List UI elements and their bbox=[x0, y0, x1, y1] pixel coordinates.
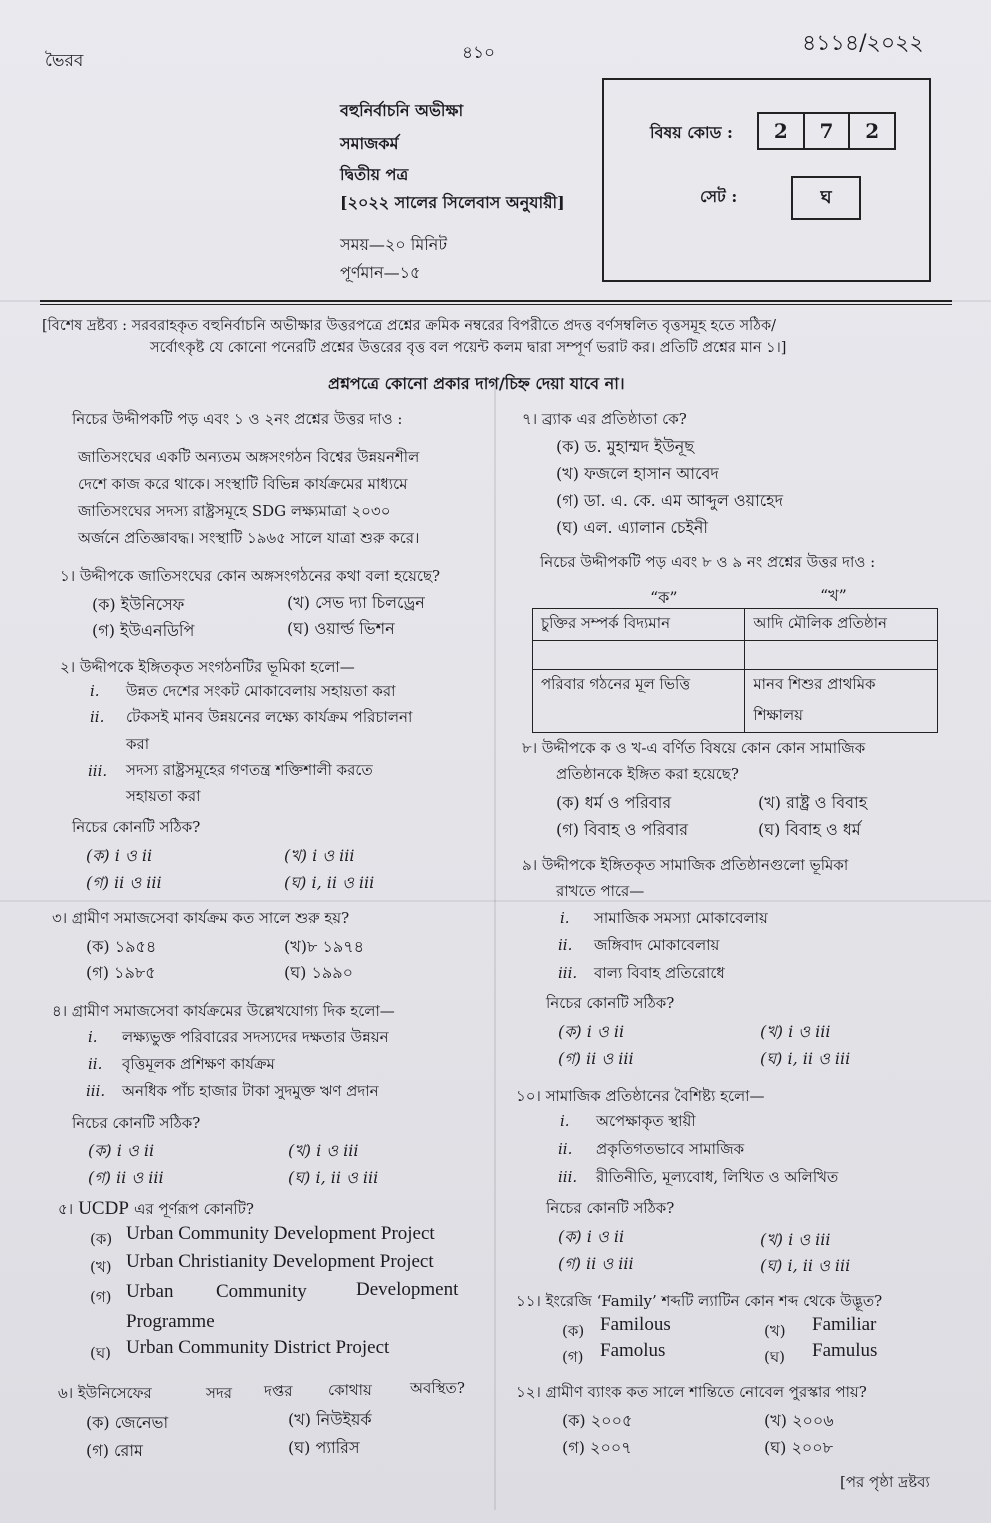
table-column-label-k: “ক” bbox=[650, 588, 678, 607]
q2-option-a[interactable]: (ক) i ও ii bbox=[86, 846, 153, 865]
stem-1-line: জাতিসংঘের একটি অন্যতম অঙ্গসংগঠন বিশ্বের উন্নয়নশীল bbox=[78, 448, 420, 466]
question-3: ৩। গ্রামীণ সমাজসেবা কার্যক্রম কত সালে শুরু হয়? bbox=[52, 909, 350, 927]
board-name: ভৈরব bbox=[45, 51, 84, 71]
stem-1-line: অর্জনে প্রতিজ্ঞাবদ্ধ। সংস্থাটি ১৯৬৫ সালে যাত্রা শুরু করে। bbox=[78, 529, 420, 547]
question-7: ৭। ব্র্যাক এর প্রতিষ্ঠাতা কে? bbox=[522, 410, 687, 428]
question-6-part: অবস্থিত? bbox=[410, 1379, 465, 1397]
roman-numeral: ii. bbox=[88, 1055, 103, 1073]
table-cell: পরিবার গঠনের মূল ভিত্তি bbox=[533, 670, 745, 702]
q5-tag-d: (ঘ) bbox=[90, 1344, 111, 1362]
roman-numeral: iii. bbox=[558, 1168, 578, 1186]
question-1: ১। উদ্দীপকে জাতিসংঘের কোন অঙ্গসংগঠনের কথা বলা হয়েছে? bbox=[60, 567, 441, 585]
q8-option-c[interactable]: (গ) বিবাহ ও পরিবার bbox=[556, 820, 689, 839]
next-page-note: [পর পৃষ্ঠা দ্রষ্টব্য bbox=[840, 1473, 930, 1491]
q2-option-d[interactable]: (ঘ) i, ii ও iii bbox=[284, 873, 375, 892]
table-column-label-kh: “খ” bbox=[820, 586, 847, 605]
question-9: ৯। উদ্দীপকে ইঙ্গিতকৃত সামাজিক প্রতিষ্ঠানগুলো ভূমিকা bbox=[522, 856, 849, 874]
roman-numeral: iii. bbox=[86, 1082, 106, 1100]
q4-statement-iii: অনধিক পাঁচ হাজার টাকা সুদমুক্ত ঋণ প্রদান bbox=[122, 1082, 379, 1100]
divider bbox=[40, 300, 952, 302]
table-cell: চুক্তির সম্পর্ক বিদ্যমান bbox=[533, 609, 745, 641]
q7-option-a[interactable]: (ক) ড. মুহাম্মদ ইউনূছ bbox=[556, 437, 695, 456]
question-5 bbox=[58, 1198, 254, 1223]
q10-option-d[interactable]: (ঘ) i, ii ও iii bbox=[760, 1256, 851, 1275]
q5-text: এর পূর্ণরূপ কোনটি? bbox=[133, 1200, 254, 1218]
q2-option-c[interactable]: (গ) ii ও iii bbox=[86, 873, 162, 892]
code-set-box bbox=[602, 78, 931, 282]
subject-code-label: বিষয় কোড : bbox=[650, 123, 733, 142]
question-6-part: ৬। ইউনিসেফের bbox=[58, 1384, 152, 1402]
divider bbox=[40, 304, 952, 305]
q5-number: ৫। bbox=[58, 1200, 74, 1218]
q12-option-c[interactable]: (গ) ২০০৭ bbox=[562, 1438, 632, 1457]
stem-1-line: জাতিসংঘের সদস্য রাষ্ট্রসমূহে SDG লক্ষ্যমাত্রা ২০৩০ bbox=[78, 502, 391, 520]
question-8: ৮। উদ্দীপকে ক ও খ-এ বর্ণিত বিষয়ে কোন কোন সামাজিক bbox=[522, 739, 866, 757]
q2-statement-iii: সদস্য রাষ্ট্রসমূহের গণতন্ত্র শক্তিশালী করতে bbox=[126, 761, 373, 779]
roman-numeral: iii. bbox=[558, 964, 578, 982]
q5-option-b[interactable]: Urban Christianity Development Project bbox=[126, 1251, 434, 1272]
q1-option-d[interactable]: (ঘ) ওয়ার্ল্ড ভিশন bbox=[287, 619, 395, 638]
q11-tag-b: (খ) bbox=[764, 1322, 786, 1340]
syllabus-note: [২০২২ সালের সিলেবাস অনুযায়ী] bbox=[340, 193, 565, 212]
notice-line-1: [বিশেষ দ্রষ্টব্য : সরবরাহকৃত বহুনির্বাচনি অভীক্ষার উত্তরপত্রে প্রশ্নের ক্রমিক নম্বরের বিপরীতে প্রদত্ত বর্ণসম্বলিত বৃত্তসমূহ হতে সঠিক/ bbox=[42, 318, 776, 334]
q11-option-a[interactable]: Familous bbox=[600, 1314, 671, 1335]
table-cell: আদি মৌলিক প্রতিষ্ঠান bbox=[745, 609, 938, 641]
stem-2-intro: নিচের উদ্দীপকটি পড় এবং ৮ ও ৯ নং প্রশ্নের উত্তর দাও : bbox=[540, 553, 876, 571]
exam-reference: ৪১১৪/২০২২ bbox=[802, 31, 924, 56]
q5-option-c-word: Development bbox=[356, 1279, 459, 1300]
q7-option-d[interactable]: (ঘ) এল. এ্যালান চেইনী bbox=[556, 518, 708, 537]
q4-option-b[interactable]: (খ) i ও iii bbox=[288, 1141, 359, 1160]
exam-time: সময়—২০ মিনিট bbox=[340, 235, 448, 254]
q11-option-d[interactable]: Famulus bbox=[812, 1340, 878, 1361]
question-2: ২। উদ্দীপকে ইঙ্গিতকৃত সংগঠনটির ভূমিকা হলো— bbox=[60, 658, 355, 676]
q9-option-c[interactable]: (গ) ii ও iii bbox=[558, 1049, 634, 1068]
q4-statement-i: লক্ষ্যভুক্ত পরিবারের সদস্যদের দক্ষতার উন্নয়ন bbox=[122, 1028, 389, 1046]
table-cell: শিক্ষালয় bbox=[745, 701, 938, 733]
q12-option-b[interactable]: (খ) ২০০৬ bbox=[764, 1411, 834, 1430]
table-cell bbox=[533, 641, 745, 670]
q5-option-c[interactable]: Urban bbox=[126, 1281, 174, 1302]
stimulus-table bbox=[532, 608, 938, 733]
q4-statement-ii: বৃত্তিমূলক প্রশিক্ষণ কার্যক্রম bbox=[122, 1055, 275, 1073]
q11-option-b[interactable]: Familiar bbox=[812, 1314, 877, 1335]
q5-option-a[interactable]: Urban Community Development Project bbox=[126, 1223, 435, 1244]
subject-code-digit: 7 bbox=[805, 114, 851, 148]
q3-option-b[interactable]: (খ)৮ ১৯৭৪ bbox=[284, 937, 365, 956]
q11-tag-a: (ক) bbox=[562, 1322, 585, 1340]
question-12: ১২। গ্রামীণ ব্যাংক কত সালে শান্তিতে নোবেল পুরস্কার পায়? bbox=[516, 1383, 867, 1401]
set-box: ঘ bbox=[791, 176, 861, 220]
roman-numeral: ii. bbox=[90, 708, 105, 726]
q5-option-c-word: Community bbox=[216, 1281, 307, 1302]
q1-option-a[interactable]: (ক) ইউনিসেফ bbox=[92, 595, 185, 614]
question-6-part: সদর bbox=[206, 1384, 233, 1402]
q7-option-c[interactable]: (গ) ডা. এ. কে. এম আব্দুল ওয়াহেদ bbox=[556, 491, 783, 510]
q1-option-b[interactable]: (খ) সেভ দ্যা চিলড্রেন bbox=[287, 593, 425, 612]
roman-numeral: i. bbox=[88, 1028, 98, 1046]
q6-option-a[interactable]: (ক) জেনেভা bbox=[86, 1413, 169, 1432]
q4-option-d[interactable]: (ঘ) i, ii ও iii bbox=[288, 1168, 379, 1187]
subject-name: সমাজকর্ম bbox=[340, 134, 399, 153]
q5-option-d[interactable]: Urban Community District Project bbox=[126, 1337, 390, 1358]
q9-statement-i: সামাজিক সমস্যা মোকাবেলায় bbox=[594, 909, 768, 927]
roman-numeral: ii. bbox=[558, 1140, 573, 1158]
q10-statement-ii: প্রকৃতিগতভাবে সামাজিক bbox=[596, 1140, 745, 1158]
fold-crease bbox=[0, 900, 991, 902]
q2-statement-ii-cont: করা bbox=[126, 735, 150, 753]
q2-statement-iii-cont: সহায়তা করা bbox=[126, 787, 201, 805]
roman-numeral: i. bbox=[90, 682, 100, 700]
exam-type: বহুনির্বাচনি অভীক্ষা bbox=[340, 101, 464, 120]
q6-option-c[interactable]: (গ) রোম bbox=[86, 1441, 143, 1460]
question-9-cont: রাখতে পারে— bbox=[556, 882, 645, 900]
q9-statement-ii: জঙ্গিবাদ মোকাবেলায় bbox=[594, 936, 720, 954]
fold-crease bbox=[494, 380, 496, 1510]
stem-1-line: দেশে কাজ করে থাকে। সংস্থাটি বিভিন্ন কার্যক্রমের মাধ্যমে bbox=[78, 475, 408, 493]
q8-option-b[interactable]: (খ) রাষ্ট্র ও বিবাহ bbox=[758, 793, 868, 812]
q10-which: নিচের কোনটি সঠিক? bbox=[546, 1199, 675, 1217]
q9-statement-iii: বাল্য বিবাহ প্রতিরোধে bbox=[594, 964, 725, 982]
q5-tag-c: (গ) bbox=[90, 1288, 112, 1306]
paper-name: দ্বিতীয় পত্র bbox=[340, 165, 409, 184]
q11-tag-d: (ঘ) bbox=[764, 1348, 785, 1366]
q2-statement-i: উন্নত দেশের সংকট মোকাবেলায় সহায়তা করা bbox=[126, 682, 396, 700]
q4-which: নিচের কোনটি সঠিক? bbox=[72, 1114, 201, 1132]
question-6-part: দপ্তর bbox=[264, 1382, 293, 1400]
q9-option-a[interactable]: (ক) i ও ii bbox=[558, 1022, 625, 1041]
q8-option-d[interactable]: (ঘ) বিবাহ ও ধর্ম bbox=[758, 820, 861, 839]
subject-code-box bbox=[757, 112, 896, 150]
q4-option-a[interactable]: (ক) i ও ii bbox=[88, 1141, 155, 1160]
question-8-cont: প্রতিষ্ঠানকে ইঙ্গিত করা হয়েছে? bbox=[556, 765, 739, 783]
q4-option-c[interactable]: (গ) ii ও iii bbox=[88, 1168, 164, 1187]
subject-code-digit: 2 bbox=[865, 119, 880, 143]
table-cell: মানব শিশুর প্রাথমিক bbox=[745, 670, 938, 702]
q12-option-a[interactable]: (ক) ২০০৫ bbox=[562, 1411, 633, 1430]
q3-option-c[interactable]: (গ) ১৯৮৫ bbox=[86, 963, 156, 982]
q2-statement-ii: টেকসই মানব উন্নয়নের লক্ষ্যে কার্যক্রম পরিচালনা bbox=[126, 708, 413, 726]
q2-option-b[interactable]: (খ) i ও iii bbox=[284, 846, 355, 865]
full-marks: পূর্ণমান—১৫ bbox=[340, 263, 421, 282]
q10-statement-i: অপেক্ষাকৃত স্থায়ী bbox=[596, 1112, 696, 1130]
q5-acronym: UCDP bbox=[78, 1198, 129, 1219]
q8-option-a[interactable]: (ক) ধর্ম ও পরিবার bbox=[556, 793, 672, 812]
q11-option-c[interactable]: Famolus bbox=[600, 1340, 666, 1361]
q11-tag-c: (গ) bbox=[562, 1348, 584, 1366]
question-11: ১১। ইংরেজি ‘Family’ শব্দটি ল্যাটিন কোন শব্দ থেকে উদ্ভূত? bbox=[516, 1292, 883, 1310]
q9-which: নিচের কোনটি সঠিক? bbox=[546, 994, 675, 1012]
roman-numeral: i. bbox=[560, 909, 570, 927]
q6-option-b[interactable]: (খ) নিউইয়র্ক bbox=[288, 1410, 372, 1429]
roman-numeral: iii. bbox=[88, 762, 108, 780]
page-code: ৪১০ bbox=[462, 43, 496, 63]
q1-option-c[interactable]: (গ) ইউএনডিপি bbox=[92, 621, 195, 640]
q10-statement-iii: রীতিনীতি, মূল্যবোধ, লিখিত ও অলিখিত bbox=[596, 1168, 839, 1186]
table-cell bbox=[745, 641, 938, 670]
q12-option-d[interactable]: (ঘ) ২০০৮ bbox=[764, 1438, 834, 1457]
q3-option-a[interactable]: (ক) ১৯৫৪ bbox=[86, 937, 157, 956]
q7-option-b[interactable]: (খ) ফজলে হাসান আবেদ bbox=[556, 464, 719, 483]
q5-tag-a: (ক) bbox=[90, 1230, 113, 1248]
question-10: ১০। সামাজিক প্রতিষ্ঠানের বৈশিষ্ট্য হলো— bbox=[516, 1087, 765, 1105]
q6-option-d[interactable]: (ঘ) প্যারিস bbox=[288, 1438, 360, 1457]
q9-option-b[interactable]: (খ) i ও iii bbox=[760, 1022, 831, 1041]
q2-which: নিচের কোনটি সঠিক? bbox=[72, 818, 201, 836]
notice-warning: প্রশ্নপত্রে কোনো প্রকার দাগ/চিহ্ন দেয়া যাবে না। bbox=[328, 374, 625, 393]
q10-option-c[interactable]: (গ) ii ও iii bbox=[558, 1254, 634, 1273]
notice-line-2: সর্বোৎকৃষ্ট যে কোনো পনেরটি প্রশ্নের উত্তরের বৃত্ত বল পয়েন্ট কলম দ্বারা সম্পূর্ণ ভরাট কর। প্রতিটি প্রশ্নের মান ১।] bbox=[150, 340, 787, 356]
q5-option-c-cont: Programme bbox=[126, 1311, 215, 1332]
q10-option-b[interactable]: (খ) i ও iii bbox=[760, 1230, 831, 1249]
question-6-part: কোথায় bbox=[328, 1381, 372, 1399]
roman-numeral: ii. bbox=[558, 936, 573, 954]
stem-1-intro: নিচের উদ্দীপকটি পড় এবং ১ ও ২নং প্রশ্নের উত্তর দাও : bbox=[72, 410, 403, 428]
table-cell bbox=[533, 701, 745, 733]
question-4: ৪। গ্রামীণ সমাজসেবা কার্যক্রমের উল্লেখযোগ্য দিক হলো— bbox=[52, 1002, 395, 1020]
q3-option-d[interactable]: (ঘ) ১৯৯০ bbox=[284, 963, 354, 982]
q9-option-d[interactable]: (ঘ) i, ii ও iii bbox=[760, 1049, 851, 1068]
q10-option-a[interactable]: (ক) i ও ii bbox=[558, 1227, 625, 1246]
q5-tag-b: (খ) bbox=[90, 1258, 112, 1276]
roman-numeral: i. bbox=[560, 1112, 570, 1130]
subject-code-digit: 2 bbox=[759, 114, 805, 148]
set-label: সেট : bbox=[700, 187, 738, 206]
